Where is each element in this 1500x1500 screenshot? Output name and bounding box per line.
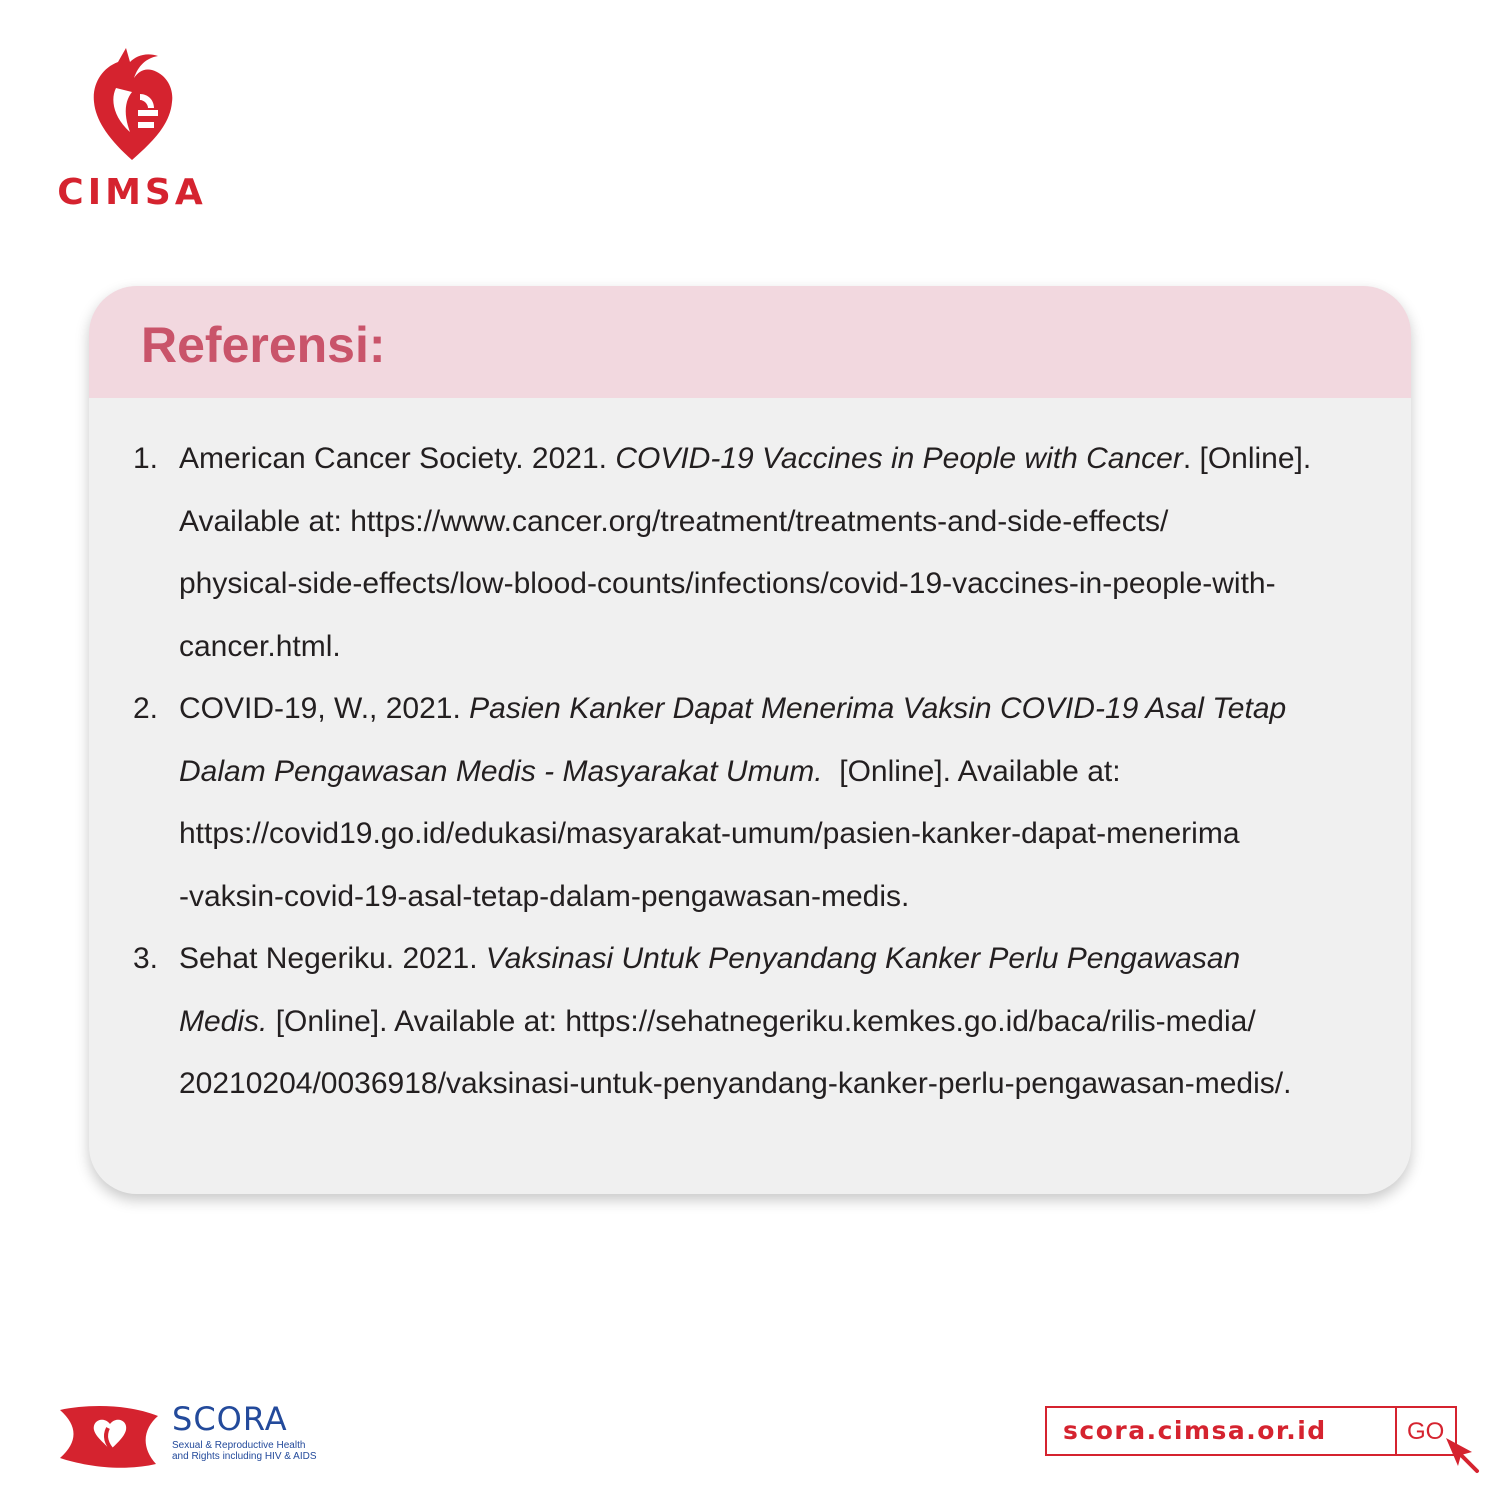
scora-wordmark: SCORA: [172, 1400, 288, 1438]
reference-line: [179, 928, 1371, 991]
reference-url-text: Available at: https://www.cancer.org/treatment/treatments-and-side-effects/: [179, 504, 1169, 538]
reference-item-3: [89, 928, 1411, 1116]
reference-line: [179, 428, 1371, 491]
references-card: [89, 286, 1411, 1194]
reference-line: [179, 803, 1371, 866]
cimsa-bird-icon: [88, 44, 178, 164]
reference-line: [179, 1053, 1371, 1116]
reference-text: [179, 678, 1371, 928]
reference-line-text: Sehat Negeriku. 2021.: [179, 942, 486, 975]
reference-line-text: American Cancer Society. 2021.: [179, 442, 616, 475]
reference-list: [89, 428, 1411, 1116]
reference-line-text: COVID-19, W., 2021.: [179, 692, 470, 725]
website-url-text: scora.cimsa.or.id: [1063, 1416, 1327, 1445]
reference-title: COVID-19 Vaccines in People with Cancer: [615, 442, 1183, 475]
reference-line: [179, 678, 1371, 741]
reference-line: [179, 491, 1371, 554]
reference-line-text: [Online]. Available at: https://sehatnegeriku.kemkes.go.id/baca/rilis-media/: [267, 1004, 1256, 1038]
cimsa-logo: [52, 44, 212, 216]
scora-tagline-line-2: and Rights including HIV & AIDS: [172, 1451, 317, 1462]
reference-item-2: [89, 678, 1411, 928]
reference-line-text: [Online]. Available at:: [822, 754, 1121, 788]
reference-title: Pasien Kanker Dapat Menerima Vaksin COVID-19 Asal Tetap: [469, 692, 1287, 725]
reference-url-text: physical-side-effects/low-blood-counts/infections/covid-19-vaccines-in-people-with-: [179, 567, 1276, 600]
scora-tagline-line-1: Sexual & Reproductive Health: [172, 1440, 306, 1451]
reference-line: [179, 866, 1371, 929]
reference-line: [179, 616, 1371, 679]
reference-title: Medis.: [179, 1004, 268, 1038]
reference-number: 3.: [133, 942, 159, 975]
reference-title: Vaksinasi Untuk Penyandang Kanker Perlu Pengawasan: [485, 942, 1241, 975]
reference-text: [179, 928, 1371, 1116]
reference-url-text: 20210204/0036918/vaksinasi-untuk-penyandang-kanker-perlu-pengawasan-medis/.: [179, 1067, 1292, 1100]
reference-line: [179, 991, 1371, 1054]
cimsa-wordmark: CIMSA: [57, 172, 207, 213]
reference-url-text: cancer.html.: [179, 629, 341, 663]
card-header: [89, 286, 1411, 398]
reference-url-text: https://covid19.go.id/edukasi/masyarakat-umum/pasien-kanker-dapat-menerima: [179, 817, 1240, 850]
reference-number: 1.: [133, 442, 159, 475]
go-button-label: GO: [1407, 1418, 1445, 1445]
reference-line: [179, 741, 1371, 804]
scora-tagline: [172, 1440, 342, 1462]
reference-number: 2.: [133, 692, 159, 725]
scora-logo: [58, 1400, 338, 1470]
reference-url-text: -vaksin-covid-19-asal-tetap-dalam-pengawasan-medis.: [179, 879, 910, 913]
card-title: Referensi:: [141, 317, 386, 373]
scora-heart-ribbon-icon: [58, 1402, 162, 1470]
reference-title: Dalam Pengawasan Medis - Masyarakat Umum.: [179, 754, 823, 788]
reference-text: [179, 428, 1371, 678]
cursor-arrow-icon: [1444, 1436, 1480, 1474]
website-url-box[interactable]: [1045, 1406, 1397, 1456]
reference-line-text: . [Online].: [1182, 442, 1312, 475]
reference-line: [179, 553, 1371, 616]
reference-item-1: [89, 428, 1411, 678]
